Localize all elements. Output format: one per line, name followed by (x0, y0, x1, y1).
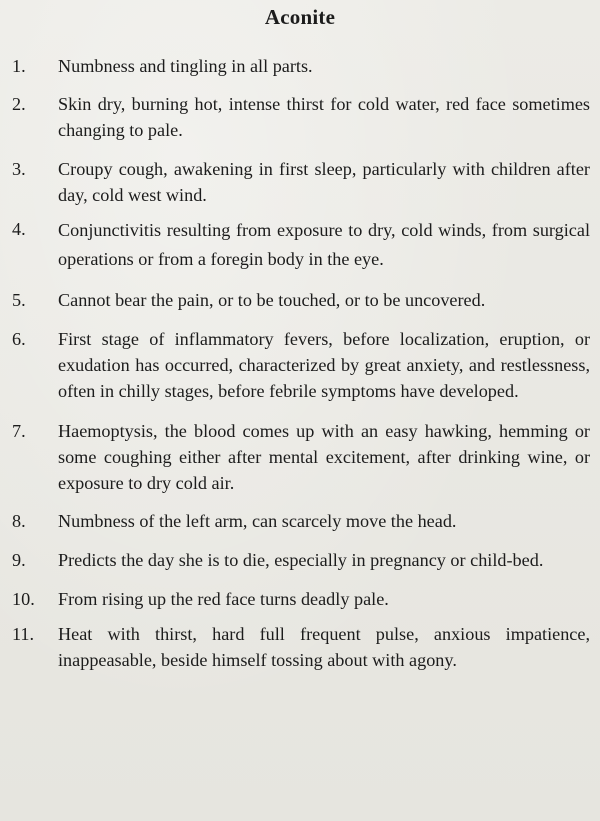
list-item (10, 326, 590, 404)
item-text: Conjunctivitis resulting from exposure to dry, cold winds, from surgical operations or from a foregin body in the eye. (58, 220, 590, 269)
item-number: 4. (12, 219, 26, 239)
item-number: 7. (12, 421, 26, 441)
item-number: 1. (12, 56, 26, 76)
list-item (10, 216, 590, 274)
item-text: Cannot bear the pain, or to be touched, or to be uncovered. (58, 290, 486, 310)
list-item (10, 91, 590, 143)
list-item (10, 621, 590, 673)
item-text: First stage of inflammatory fevers, before localization, eruption, or exudation has occurred, characterized by great anxiety, and restlessness, often in chilly stages, before febrile symptoms have developed. (58, 329, 590, 401)
item-number: 3. (12, 159, 26, 179)
item-text: Croupy cough, awakening in first sleep, particularly with children after day, cold west wind. (58, 159, 590, 205)
list-item (10, 156, 590, 208)
item-number: 5. (12, 290, 26, 310)
list-item (10, 547, 590, 573)
item-text: Numbness of the left arm, can scarcely move the head. (58, 511, 457, 531)
item-number: 11. (12, 624, 35, 644)
item-text: Skin dry, burning hot, intense thirst for cold water, red face sometimes changing to pale. (58, 94, 590, 140)
list-item (10, 508, 590, 534)
item-text: Heat with thirst, hard full frequent pulse, anxious impatience, inappeasable, beside himself tossing about with agony. (58, 624, 590, 670)
item-number: 6. (12, 329, 26, 349)
list-item (10, 586, 590, 612)
symptom-list (10, 53, 590, 673)
item-text: Predicts the day she is to die, especially in pregnancy or child-bed. (58, 550, 544, 570)
item-number: 10. (12, 589, 35, 609)
list-item (10, 287, 590, 313)
list-item (10, 418, 590, 496)
item-text: From rising up the red face turns deadly pale. (58, 589, 389, 609)
page-title: Aconite (264, 5, 336, 29)
item-number: 9. (12, 550, 26, 570)
item-text: Numbness and tingling in all parts. (58, 56, 313, 76)
item-number: 8. (12, 511, 26, 531)
list-item (10, 53, 590, 79)
item-text: Haemoptysis, the blood comes up with an easy hawking, hemming or some coughing either after mental excitement, after drinking wine, or exposure to dry cold air. (58, 421, 590, 493)
item-number: 2. (12, 94, 26, 114)
